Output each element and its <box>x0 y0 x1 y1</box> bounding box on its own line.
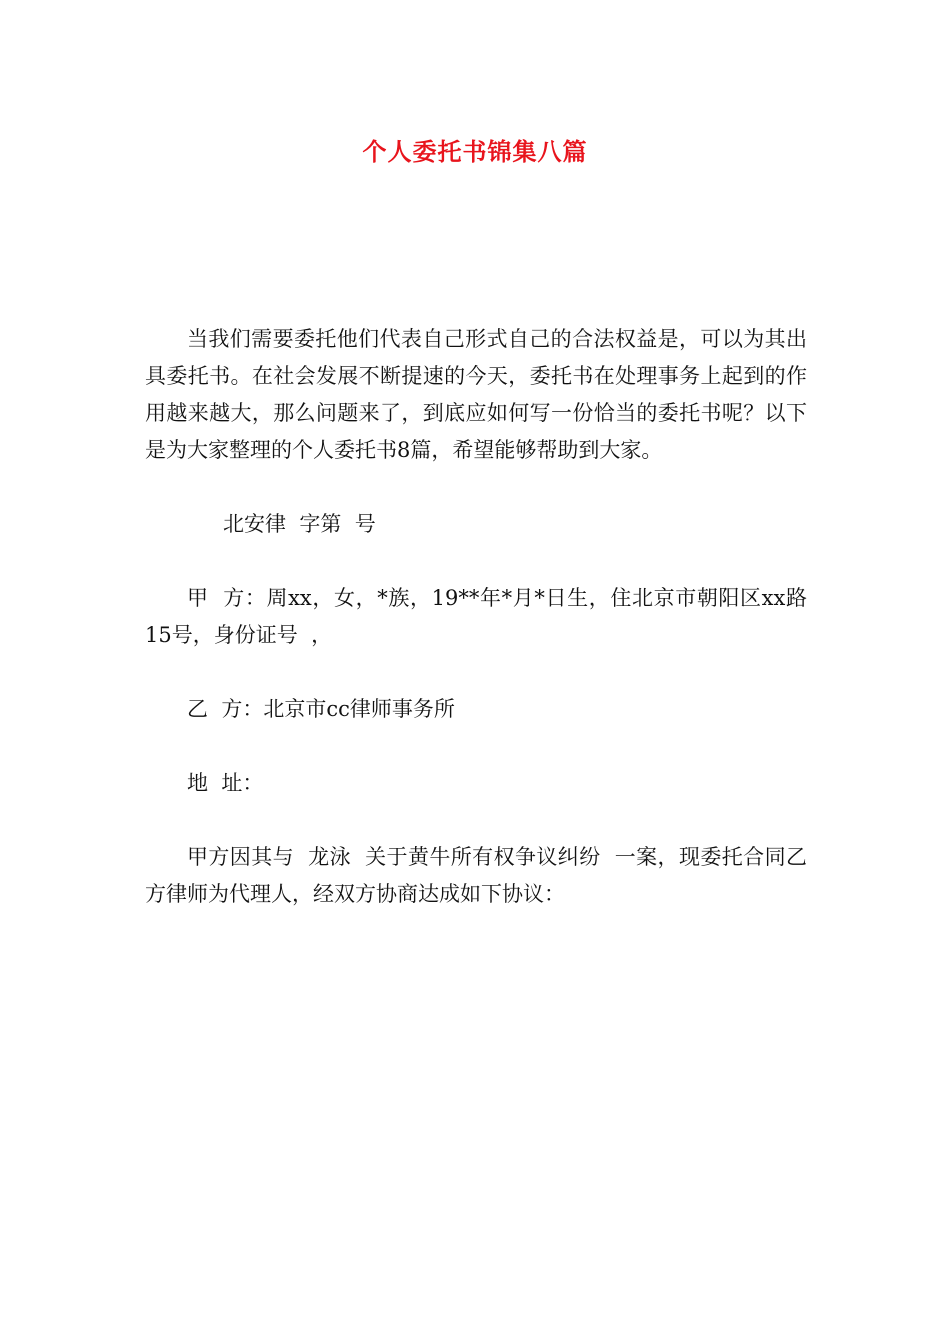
reference-number-line: 北安律 字第 号 <box>223 512 376 536</box>
document-body <box>145 321 807 950</box>
intro-paragraph: 当我们需要委托他们代表自己形式自己的合法权益是，可以为其出具委托书。在社会发展不断提速的今天，委托书在处理事务上起到的作用越来越大，那么问题来了，到底应如何写一份恰当的委托书呢？以下是为大家整理的个人委托书8篇，希望能够帮助到大家。 <box>145 327 807 462</box>
address-line: 地 址： <box>187 771 264 795</box>
party-b-line: 乙 方：北京市cc律师事务所 <box>187 697 455 721</box>
party-a-paragraph: 甲 方：周xx，女，*族，19**年*月*日生，住北京市朝阳区xx路15号，身份证号 ， <box>145 586 807 647</box>
document-title: 个人委托书锦集八篇 <box>362 137 588 166</box>
agreement-paragraph: 甲方因其与 龙泳 关于黄牛所有权争议纠纷 一案，现委托合同乙方律师为代理人，经双方协商达成如下协议： <box>145 845 807 906</box>
